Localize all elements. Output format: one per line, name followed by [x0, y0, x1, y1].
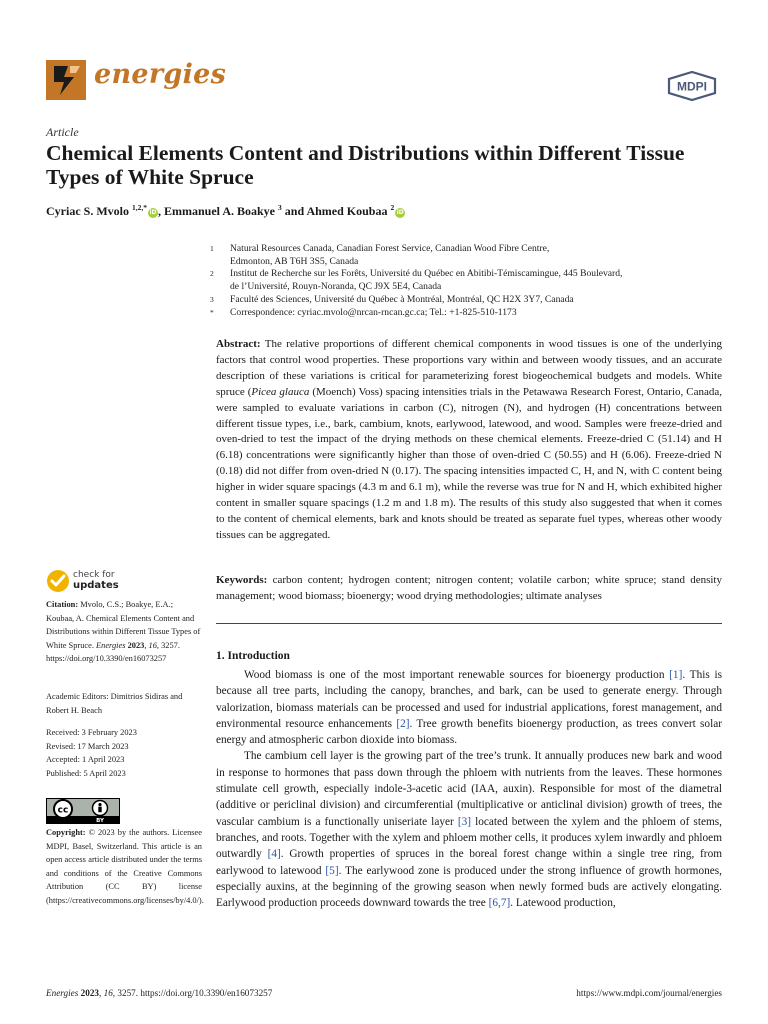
affiliation-text	[230, 294, 730, 307]
affiliation-marker: *	[143, 203, 147, 212]
by-label: BY	[96, 818, 104, 824]
paragraph-text: located between the xylem and the phloem of stems, branches, and roots. Together with the xylem and phloem mother cells, it produces xylem inwardly and phloem outwardly	[216, 815, 722, 861]
abstract-italic-text: Picea glauca	[251, 385, 310, 398]
cc-by-icon[interactable]	[46, 798, 120, 824]
footer-bold-text: 2023	[80, 988, 99, 998]
affiliation-item	[210, 243, 730, 268]
citation-link[interactable]: [2]	[396, 717, 410, 730]
introduction-body	[216, 667, 722, 911]
copyright-text: © 2023 by the authors. Licensee MDPI, Basel, Switzerland. This article is an open access article distributed under the terms and conditions of the Creative Commons Attribution (CC BY) license (	[46, 828, 202, 905]
abstract-text: (Moench) Voss) spacing intensities trials in the Petawawa Research Forest, Ontario, Canada, were sampled to evaluate variations in carbon (C), nitrogen (N), and hydrogen (H) concentrations between different tissue types, i.e., bark, cambium, knots, earlywood, latewood, and wood. Samples were freeze-dried and oven-dried to test the impact of the drying methods on these chemical elements. Freeze-dried C (51.14) and H (6.18) concentrations were significantly higher than those of oven-dried C (50.55) and H (6.06). Freeze-dried N (0.18) did not differ from oven-dried N (0.17). The spacing intensities impacted C, H, and N, with C content being higher in wider square spacings (4.3 m and 6.1 m), while the reverse was true for N and H, which exhibited higher content in smaller square spacings (1.2 m and 1.8 m). The results of this study also suggested that when it comes to the content of chemical elements, bark and knots should be treated as separate fuel types, whereas other woody tissues can be aggregated.	[216, 385, 722, 541]
check-updates-label-2: updates	[73, 580, 119, 591]
affiliation-text	[230, 243, 730, 268]
lightning-bolt-icon	[46, 60, 86, 100]
citation-text: , 3257.	[156, 640, 180, 650]
paragraph-text: . This is because all tree parts, including the canopy, branches, and bark, can be used to generate energy. Through valorization, biomass materials can be processed and used for industrial applications, forest management, and environmental resource enhancements	[216, 669, 722, 730]
citation-link[interactable]: [1]	[669, 669, 683, 681]
footer-citation	[46, 988, 272, 998]
orcid-icon[interactable]: iD	[149, 209, 157, 216]
abstract-text: The relative proportions of different chemical components in wood tissues is one of the underlying factors that control wood properties. These proportions vary within and between woody tissues, and an accurate description of these variations is critical for parameterizing forest biogeochemical budgets and models. White spruce (	[216, 338, 722, 398]
citation-italic-text: 16	[148, 640, 157, 650]
author-text: Cyriac S. Mvolo	[46, 204, 132, 218]
keywords-bold-text: Keywords:	[216, 574, 268, 586]
affiliation-line: Faculté des Sciences, Université du Québec à Montréal, Montréal, QC H2X 3Y7, Canada	[230, 293, 574, 305]
affiliation-text	[230, 268, 730, 293]
academic-editors: Academic Editors: Dimitrios Sidiras and Robert H. Beach	[46, 692, 183, 715]
date-line: Accepted: 1 April 2023	[46, 755, 125, 765]
footer-text: , 3257. https://doi.org/10.3390/en16073257	[112, 988, 273, 998]
paragraph	[216, 748, 722, 911]
orcid-icon[interactable]: iD	[396, 209, 404, 216]
affiliation-line: Natural Resources Canada, Canadian Forest Service, Canadian Wood Fibre Centre,	[230, 243, 550, 254]
paragraph	[216, 667, 722, 748]
citation-text: Mvolo, C.S.; Boakye, E.A.; Koubaa, A. Chemical Elements Content and Distributions within Different Tissue Types of White Spruce.	[46, 600, 201, 650]
mdpi-logo[interactable]	[665, 71, 719, 101]
author-text: and Ahmed Koubaa	[281, 204, 391, 218]
citation-link[interactable]: [6,7]	[488, 897, 511, 910]
citation-italic-text: Energies	[96, 640, 126, 650]
affiliation-item	[210, 307, 730, 320]
citation-link[interactable]: [3]	[457, 815, 472, 828]
date-line: Published: 5 April 2023	[46, 768, 126, 778]
paragraph-text: Wood biomass is one of the most important renewable sources for bioenergy production	[244, 669, 670, 681]
check-updates-label-1: check for	[73, 570, 115, 580]
citation-link[interactable]: [4]	[267, 848, 281, 861]
affiliation-number: 1	[210, 244, 214, 253]
affiliation-marker: 3	[278, 203, 282, 212]
date-line: Revised: 17 March 2023	[46, 741, 129, 751]
abstract	[216, 337, 722, 544]
paragraph-text: . Latewood production,	[510, 897, 616, 910]
check-for-updates-button[interactable]	[46, 569, 136, 595]
footer-italic-text: Energies	[46, 988, 79, 998]
citation-link[interactable]: https://doi.org/10.3390/en16073257	[46, 654, 167, 664]
footer-journal-link[interactable]: https://www.mdpi.com/journal/energies	[576, 988, 722, 998]
date-line: Received: 3 February 2023	[46, 728, 137, 737]
article-type: Article	[46, 125, 79, 139]
keywords	[216, 573, 722, 605]
affiliations	[210, 243, 730, 319]
publication-dates	[46, 726, 202, 780]
affiliation-number: 2	[210, 269, 214, 279]
affiliation-number: *	[210, 307, 214, 317]
publisher-name: MDPI	[677, 79, 707, 94]
check-for-updates-icon	[46, 569, 70, 593]
section-divider	[216, 623, 722, 624]
cc-label: cc	[57, 805, 69, 816]
copyright-link[interactable]: https://creativecommons.org/licenses/by/4.0/	[48, 895, 199, 905]
affiliation-item	[210, 268, 730, 293]
keywords-text: carbon content; hydrogen content; nitrogen content; volatile carbon; white spruce; stand density management; wood biomass; bioenergy; wood drying methodologies; ultimate analyses	[216, 574, 722, 602]
section-heading-introduction: 1. Introduction	[216, 650, 290, 662]
footer-text: ,	[99, 988, 104, 998]
affiliation-line: Institut de Recherche sur les Forêts, Université du Québec en Abitibi-Témiscamingue, 445 Boulevard,	[230, 268, 623, 280]
author-text: , Emmanuel A. Boakye	[158, 204, 279, 218]
paragraph-text: . The earlywood zone is produced under the strong influence of growth hormones, especially auxins, at the beginning of the growing season when newly formed buds are actively elongating. Earlywood production proceeds downward towards the tree	[216, 864, 722, 910]
citation-text: ,	[144, 640, 149, 650]
citation-bold-text: Citation:	[46, 600, 79, 609]
affiliation-line: Edmonton, AB T6H 3S5, Canada	[230, 255, 359, 267]
affiliation-item	[210, 294, 730, 307]
copyright-bold-text: Copyright:	[46, 828, 86, 837]
affiliation-marker: 2	[390, 203, 395, 212]
copyright-text: ).	[198, 895, 204, 905]
affiliation-text	[230, 307, 730, 320]
affiliation-marker: 1,2,	[132, 203, 144, 212]
paragraph-text: . Tree growth benefits bioenergy production, as trees convert solar energy and atmospheric carbon dioxide into biomass.	[216, 717, 722, 747]
affiliation-line: Correspondence: cyriac.mvolo@nrcan-rncan.gc.ca; Tel.: +1-825-510-1173	[230, 306, 517, 318]
paragraph-text: . Growth properties of spruces in the boreal forest change within a single tree ring, from earlywood to latewood	[216, 848, 722, 877]
affiliation-line: de l’Université, Rouyn-Noranda, QC J9X 5E4, Canada	[230, 281, 442, 293]
affiliation-number: 3	[210, 294, 214, 304]
paragraph-text: The cambium cell layer is the growing part of the tree’s trunk. It annually produces new bark and wood in response to hormones that pass down through the phloem with nutrients from the leaves. These hormones stimulate cell growth, especially indole-3-acetic acid (IAA, auxin). Responsible for most of the diametral (additive or periclinal division) and circumferential (multiplicative or anticlinal division) growth of trees, the vascular cambium is a functionally uniseriate layer	[216, 750, 722, 828]
citation-bold-text: 2023	[127, 640, 145, 650]
author-list	[46, 203, 405, 219]
journal-name[interactable]: energies	[94, 59, 227, 90]
citation-block	[46, 598, 202, 666]
copyright-notice	[46, 826, 202, 908]
article-title: Chemical Elements Content and Distributions within Different Tissue Types of White Spruce	[46, 141, 685, 189]
abstract-bold-text: Abstract:	[216, 338, 261, 350]
footer-italic-text: 16	[103, 988, 113, 998]
citation-link[interactable]: [5]	[325, 864, 339, 877]
